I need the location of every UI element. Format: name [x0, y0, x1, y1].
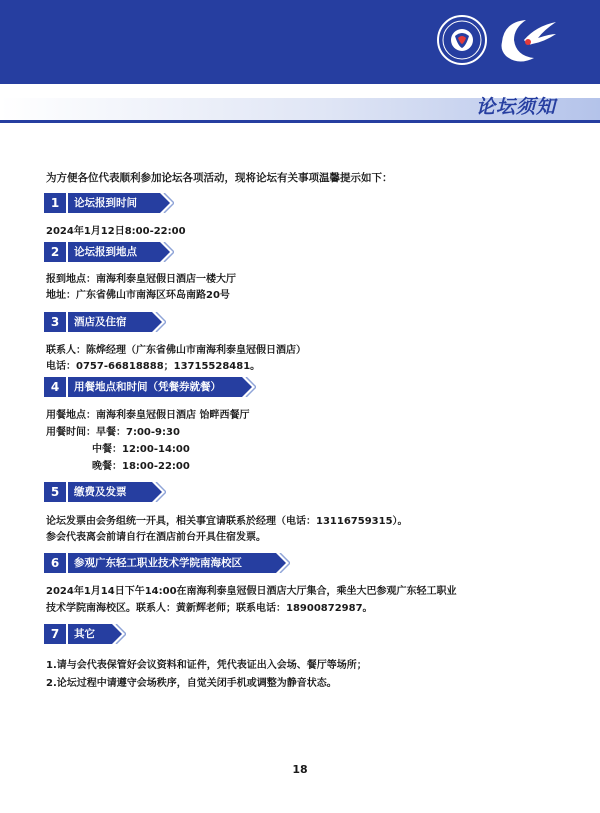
section-4-line-4: 晚餐：18:00-22:00 [92, 461, 190, 472]
section-2-line-1: 报到地点：南海利泰皇冠假日酒店一楼大厅 [46, 274, 236, 285]
section-6-line-1: 2024年1月14日下午14:00在南海利泰皇冠假日酒店大厅集合，乘坐大巴参观广东轻工职业 [46, 586, 457, 597]
section-7-line-1: 1.请与会代表保管好会议资料和证件，凭代表证出入会场、餐厅等场所； [46, 660, 367, 671]
section-label: 论坛报到地点 [74, 246, 137, 258]
section-number: 5 [50, 485, 60, 499]
page-title: 论坛须知 [475, 96, 556, 118]
section-label: 论坛报到时间 [74, 197, 137, 209]
section-heading-1 [44, 193, 174, 213]
section-3-line-2: 电话：0757-66818888；13715528481。 [46, 361, 261, 372]
page-number: 18 [292, 763, 308, 776]
section-label: 其它 [74, 628, 95, 640]
section-label: 缴费及发票 [74, 486, 127, 498]
section-4-line-2: 用餐时间：早餐：7:00-9:30 [46, 427, 180, 438]
section-1-line-1: 2024年1月12日8:00-22:00 [46, 226, 186, 237]
section-heading-2 [44, 242, 174, 262]
section-heading-5 [44, 482, 166, 502]
section-heading-7 [44, 624, 126, 644]
section-6-line-2: 技术学院南海校区。联系人：黄新辉老师；联系电话：18900872987。 [46, 603, 373, 614]
section-heading-3 [44, 312, 166, 332]
intro-text: 为方便各位代表顺利参加论坛各项活动，现将论坛有关事项温馨提示如下： [46, 172, 393, 184]
section-number: 7 [50, 627, 60, 641]
section-4-line-3: 中餐：12:00-14:00 [92, 444, 190, 455]
section-label: 用餐地点和时间（凭餐券就餐） [74, 381, 221, 393]
section-label: 酒店及住宿 [74, 316, 127, 328]
section-7-line-2: 2.论坛过程中请遵守会场秩序，自觉关闭手机或调整为静音状态。 [46, 678, 337, 689]
section-heading-4 [44, 377, 256, 397]
section-number: 6 [50, 556, 60, 570]
section-5-line-1: 论坛发票由会务组统一开具，相关事宜请联系於经理（电话：13116759315）。 [46, 516, 408, 527]
section-2-line-2: 地址：广东省佛山市南海区环岛南路20号 [46, 290, 230, 301]
section-5-line-2: 参会代表离会前请自行在酒店前台开具住宿发票。 [46, 532, 266, 543]
section-3-line-1: 联系人：陈烨经理（广东省佛山市南海利泰皇冠假日酒店） [46, 345, 306, 356]
section-4-line-1: 用餐地点：南海利泰皇冠假日酒店 饴畔西餐厅 [46, 410, 250, 421]
section-number: 3 [50, 315, 60, 329]
section-heading-6 [44, 553, 290, 573]
section-number: 1 [50, 196, 60, 210]
section-number: 4 [50, 380, 60, 394]
section-number: 2 [50, 245, 60, 259]
section-label: 参观广东轻工职业技术学院南海校区 [74, 557, 242, 569]
